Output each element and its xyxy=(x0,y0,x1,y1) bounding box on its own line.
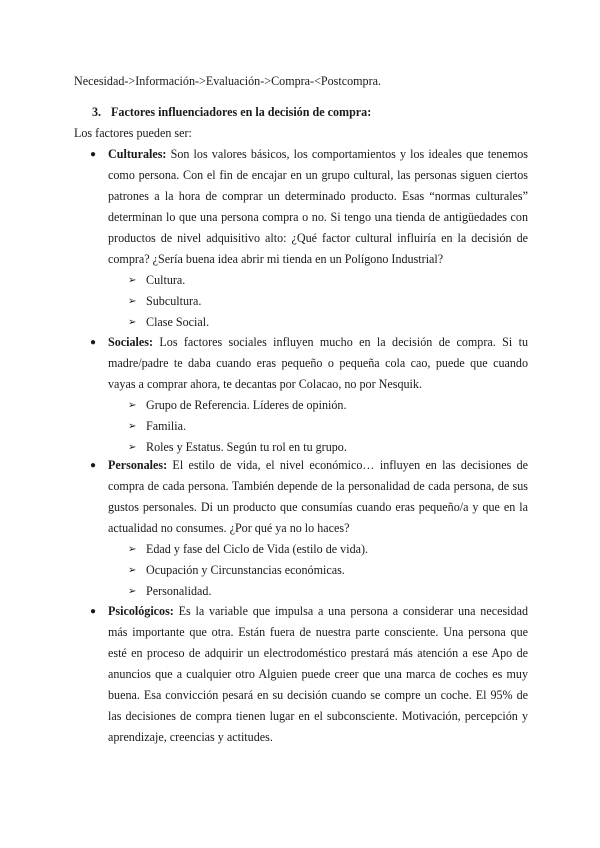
list-item xyxy=(130,581,528,602)
list-item xyxy=(130,539,528,560)
arrow-bullet-icon: ➢ xyxy=(128,421,137,432)
arrow-bullet-icon: ➢ xyxy=(128,442,137,453)
intro-text: Los factores pueden ser: xyxy=(74,126,192,140)
sub-list xyxy=(108,539,528,602)
factor-text: Los factores sociales influyen mucho en la decisión de compra. Si tu madre/padre te daba cuando eras pequeño o pequeña cola cao, puede que cuando vayas a comprar ahora, te decantas por Colacao, no por Nesquik. xyxy=(108,335,528,391)
list-item xyxy=(130,291,528,312)
list-item xyxy=(130,395,528,416)
list-item-label: Grupo de Referencia. Líderes de opinión. xyxy=(146,398,347,412)
factor-paragraph xyxy=(108,332,528,395)
factor-personales xyxy=(90,455,528,602)
arrow-bullet-icon: ➢ xyxy=(128,400,137,411)
bullet-dot-icon: ● xyxy=(90,337,97,348)
list-item-label: Familia. xyxy=(146,419,186,433)
factor-paragraph xyxy=(108,144,528,270)
section-heading xyxy=(92,105,371,119)
factor-paragraph xyxy=(108,455,528,539)
bullet-dot-icon: ● xyxy=(90,606,97,617)
factor-text: Son los valores básicos, los comportamientos y los ideales que tenemos como persona. Con el fin de encajar en un grupo cultural, las personas siguen ciertos patrones a la hora de comprar un determinado producto. Esas “normas culturales” determinan lo que una persona compra o no. Si tengo una tienda de antigüedades con productos de nivel adquisitivo alto: ¿Qué factor cultural influiría en la decisión de compra? ¿Sería buena idea abrir mi tienda en un Polígono Industrial? xyxy=(108,147,528,266)
factor-text: Es la variable que impulsa a una persona a considerar una necesidad más importante que otra. Están fuera de nuestra parte consciente. Una persona que esté en proceso de adquirir un electrodoméstico prestará más atención a ese Apo de anuncios que a cualquier otro Alguien puede creer que una marca de coches es muy buena. Esa convicción pesará en su decisión cuando se compre un coche. El 95% de las decisiones de compra tienen lugar en el subconsciente. Motivación, percepción y aprendizaje, creencias y actitudes. xyxy=(108,604,528,744)
list-item-label: Subcultura. xyxy=(146,294,202,308)
factor-text: El estilo de vida, el nivel económico… influyen en las decisiones de compra de cada persona. También depende de la personalidad de cada persona, de sus gustos personales. Di un producto que consumías cuando eras pequeño/a y que en la actualidad no consumes. ¿Por qué ya no lo haces? xyxy=(108,458,528,535)
bullet-dot-icon: ● xyxy=(90,149,97,160)
arrow-bullet-icon: ➢ xyxy=(128,544,137,555)
section-number: 3. xyxy=(92,105,102,119)
factor-paragraph xyxy=(108,601,528,748)
bullet-dot-icon: ● xyxy=(90,460,97,471)
list-item xyxy=(130,270,528,291)
factor-culturales xyxy=(90,144,528,333)
list-item-label: Personalidad. xyxy=(146,584,212,598)
arrow-bullet-icon: ➢ xyxy=(128,296,137,307)
factor-title: Personales: xyxy=(108,458,168,472)
factor-title: Sociales: xyxy=(108,335,154,349)
sub-list xyxy=(108,395,528,458)
arrow-bullet-icon: ➢ xyxy=(128,317,137,328)
list-item-label: Cultura. xyxy=(146,273,186,287)
list-item xyxy=(130,312,528,333)
section-title: Factores influenciadores en la decisión de compra: xyxy=(111,105,372,119)
purchase-process-flow: Necesidad->Información->Evaluación->Compra-<Postcompra. xyxy=(74,74,382,88)
list-item-label: Ocupación y Circunstancias económicas. xyxy=(146,563,345,577)
arrow-bullet-icon: ➢ xyxy=(128,586,137,597)
arrow-bullet-icon: ➢ xyxy=(128,275,137,286)
list-item-label: Edad y fase del Ciclo de Vida (estilo de vida). xyxy=(146,542,369,556)
list-item-label: Clase Social. xyxy=(146,315,210,329)
factor-title: Psicológicos: xyxy=(108,604,174,618)
sub-list xyxy=(108,270,528,333)
factor-sociales xyxy=(90,332,528,458)
list-item xyxy=(130,560,528,581)
factor-psicologicos xyxy=(90,601,528,748)
list-item xyxy=(130,416,528,437)
arrow-bullet-icon: ➢ xyxy=(128,565,137,576)
factor-title: Culturales: xyxy=(108,147,167,161)
list-item-label: Roles y Estatus. Según tu rol en tu grupo. xyxy=(146,440,347,454)
